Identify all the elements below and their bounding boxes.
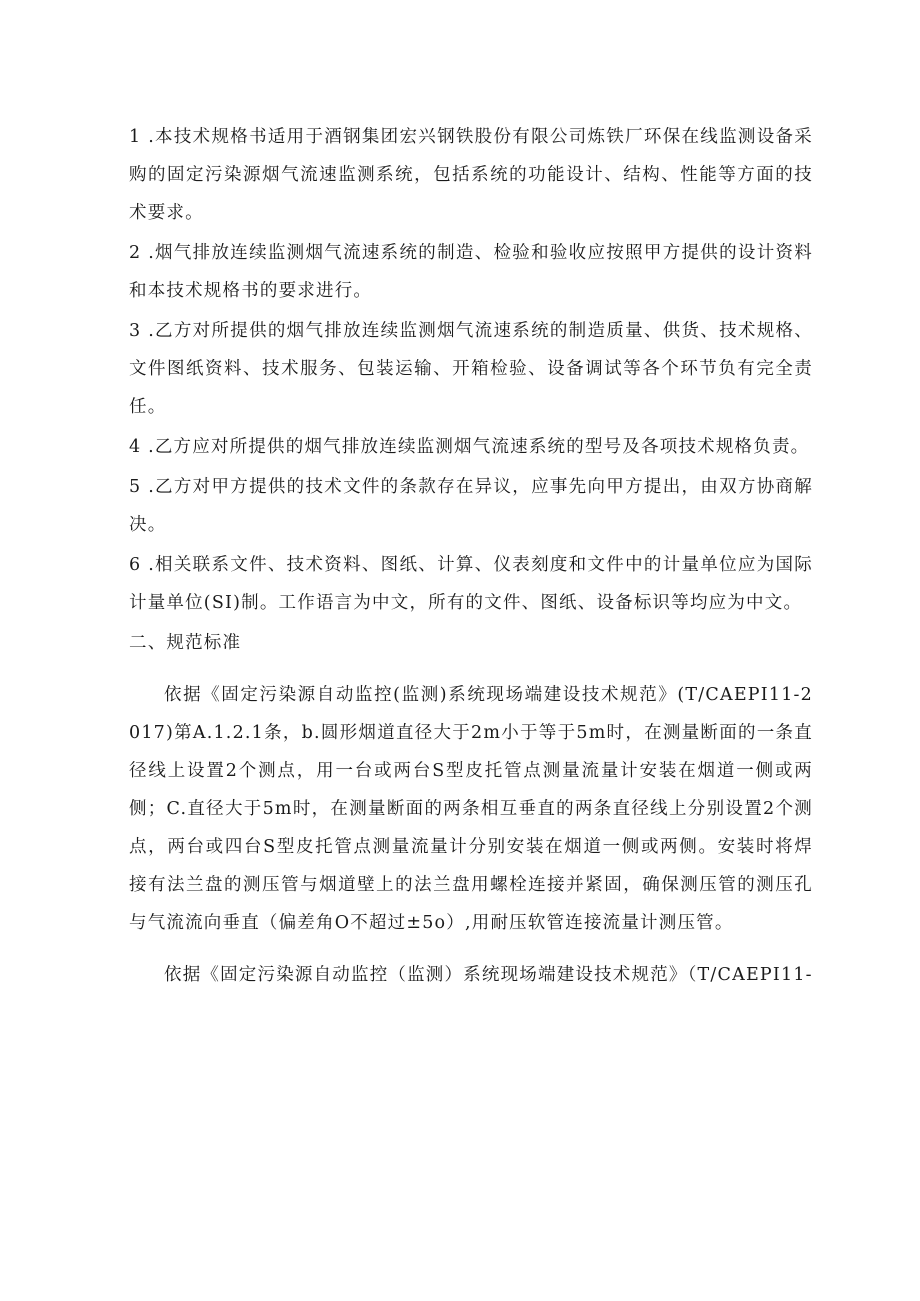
body-paragraph-1: 依据《固定污染源自动监控(监测)系统现场端建设技术规范》(T/CAEPI11-2017)第A.1.2.1条，b.圆形烟道直径大于2m小于等于5m时，在测量断面的一条直径线上设置2个测点，用一台或两台S型皮托管点测量流量计安装在烟道一侧或两侧；C.直径大于5m时，在测量断面的两条相互垂直的两条直径线上分别设置2个测点，两台或四台S型皮托管点测量流量计分别安装在烟道一侧或两侧。安装时将焊接有法兰盘的测压管与烟道壁上的法兰盘用螺栓连接并紧固，确保测压管的测压孔与气流流向垂直（偏差角O不超过±5o）,用耐压软管连接流量计测压管。: [129, 685, 813, 933]
list-item-3: 3 .乙方对所提供的烟气排放连续监测烟气流速系统的制造质量、供货、技术规格、文件图纸资料、技术服务、包装运输、开箱检验、设备调试等各个环节负有完全责任。: [129, 321, 813, 417]
list-item-5: 5 .乙方对甲方提供的技术文件的条款存在异议，应事先向甲方提出，由双方协商解决。: [129, 477, 813, 535]
list-item-1: 1 .本技术规格书适用于酒钢集团宏兴钢铁股份有限公司炼铁厂环保在线监测设备采购的固定污染源烟气流速监测系统，包括系统的功能设计、结构、性能等方面的技术要求。: [129, 127, 813, 223]
list-item-6: 6 .相关联系文件、技术资料、图纸、计算、仪表刻度和文件中的计量单位应为国际计量单位(SI)制。工作语言为中文，所有的文件、图纸、设备标识等均应为中文。: [129, 555, 813, 613]
list-item-2: 2 .烟气排放连续监测烟气流速系统的制造、检验和验收应按照甲方提供的设计资料和本技术规格书的要求进行。: [129, 243, 813, 301]
body-paragraph-2: 依据《固定污染源自动监控（监测）系统现场端建设技术规范》（T/CAEPI11-: [164, 965, 813, 985]
document-body: [129, 118, 813, 994]
section-heading: 二、规范标准: [129, 633, 242, 653]
list-item-4: 4 .乙方应对所提供的烟气排放连续监测烟气流速系统的型号及各项技术规格负责。: [129, 437, 810, 457]
